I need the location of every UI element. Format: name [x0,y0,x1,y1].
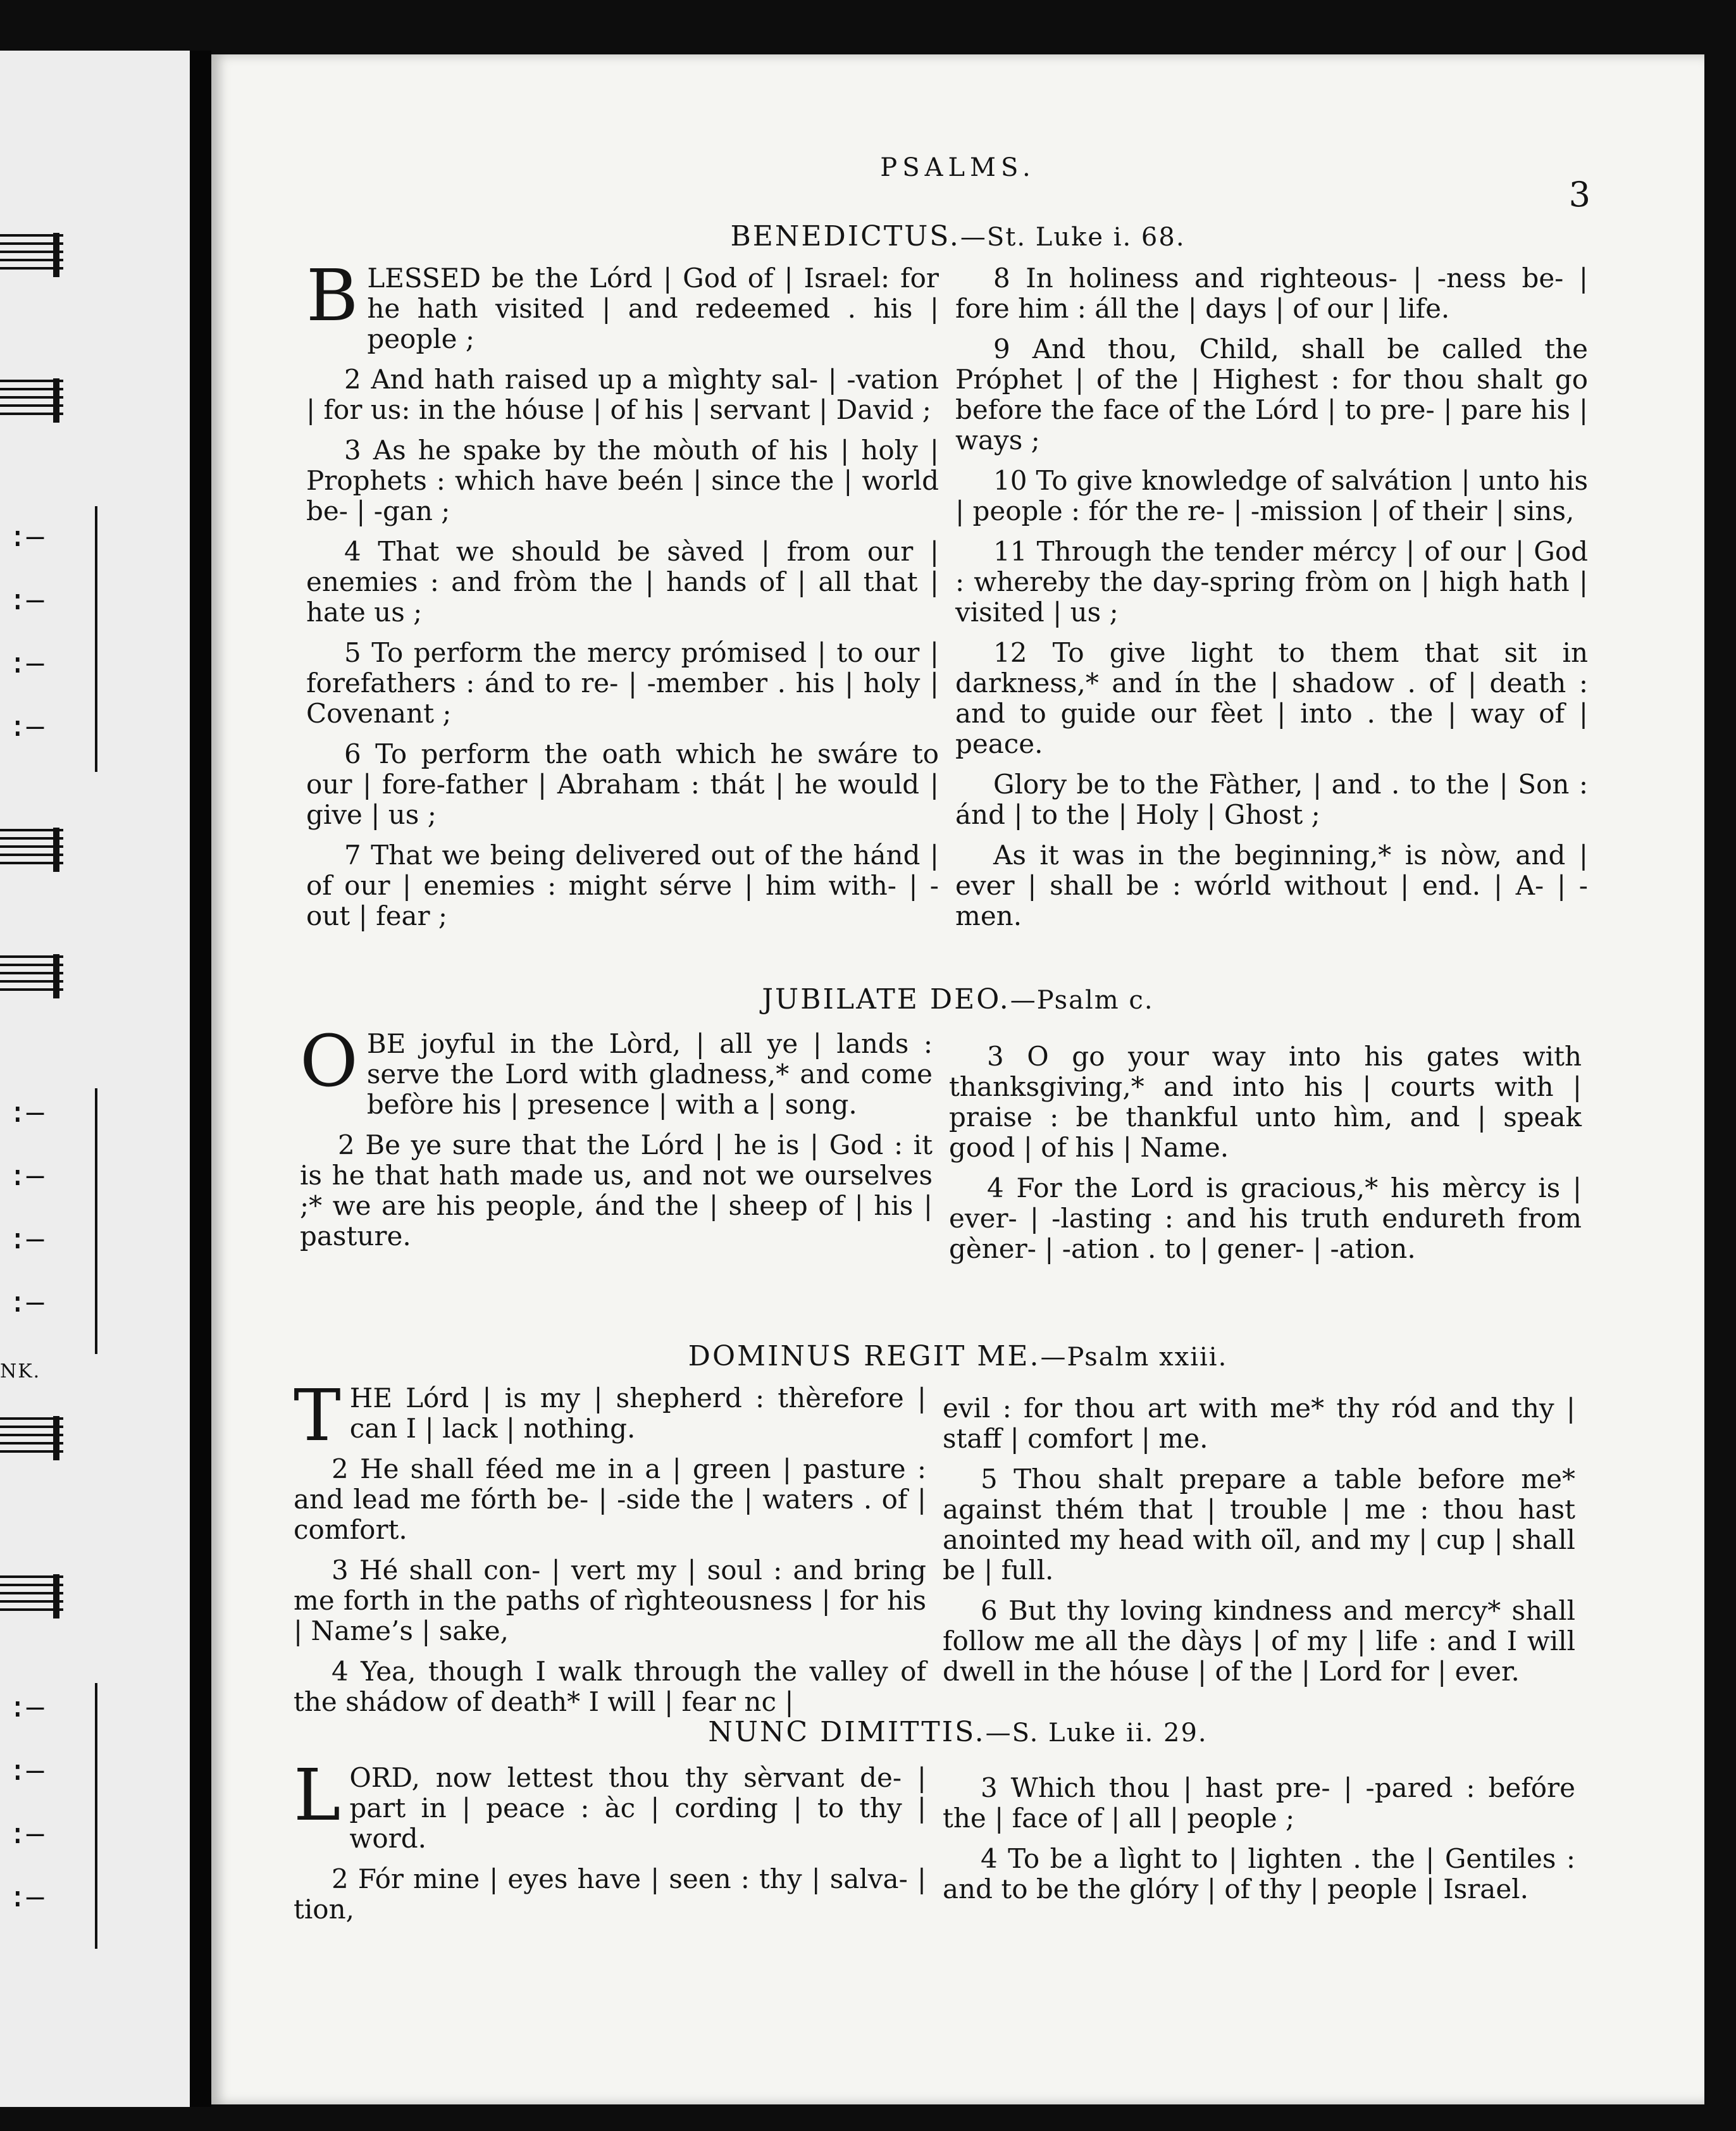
verse: 3 Hé shall con- | vert my | soul : and bring me forth in the paths of rìghteousness | for his | Name’s | sake, [294,1555,926,1646]
verse: 10 To give knowledge of salvátion | unto his | people : fór the re- | -mission | of their | sins, [955,465,1588,526]
chant-mark: :— [9,1879,44,1913]
verse: 7 That we being delivered out of the hánd | of our | enemies : might sérve | him with- | -out | fear ; [306,840,939,931]
section-title-text: NUNC DIMITTIS. [708,1716,986,1748]
nunc-dimittis-left-column [294,1755,926,1935]
section-title-jubilate [211,983,1704,1016]
verse: Glory be to the Fàther, | and . to the | Son : ánd | to the | Holy | Ghost ; [955,769,1588,830]
bar-line [53,954,59,998]
benedictus-right-column [955,263,1588,941]
verse: 9 And thou, Child, shall be called the Próphet | of the | Highest : for thou shalt go before the face of the Lórd | to pre- | pare his | ways ; [955,333,1588,456]
verse [294,1375,926,1457]
section-title-text: JUBILATE DEO. [762,983,1010,1016]
section-reference: —St. Luke i. 68. [960,223,1186,252]
verse-text: ORD, now lettest thou thy sèrvant de- | part in | peace : àc | cording | to thy | word. [349,1762,926,1854]
verse: 6 But thy loving kindness and mercy* shall follow me all the dàys | of my | life : and I will dwell in the hóuse | of the | Lord for | ever. [943,1595,1575,1687]
section-title-text: DOMINUS REGIT ME. [688,1340,1041,1372]
chant-mark: :— [9,519,44,553]
left-page-fragment [0,51,190,2107]
verse: 5 Thou shalt prepare a table before me* against thém that | trouble | me : thou hast anointed my head with oïl, and my | cup | shall be | full. [943,1463,1575,1586]
chant-mark: :— [9,645,44,680]
verse: 2 Fór mine | eyes have | seen : thy | salva- | tion, [294,1863,926,1925]
section-title-nunc-dimittis [211,1716,1704,1748]
jubilate-right-column [949,1041,1582,1274]
chant-mark: :— [9,1816,44,1850]
bar-line [53,1416,59,1460]
verse: 6 To perform the oath which he swáre to our | fore-father | Abraham : thát | he would | give | us ; [306,738,939,830]
verse: 2 Be ye sure that the Lórd | he is | God : it is he that hath made us, and not we ourselves ;* we are his people, ánd the | sheep of | his | pasture. [300,1129,933,1252]
verse: evil : for thou art with me* thy ród and thy | staff | comfort | me. [943,1393,1575,1454]
verse: 2 And hath raised up a mìghty sal- | -vation | for us: in the hóuse | of his | servant | David ; [306,364,939,425]
section-reference: —Psalm xxiii. [1040,1343,1228,1372]
chant-mark: :— [9,709,44,743]
chant-mark: :— [9,1221,44,1255]
bar-line [53,378,59,423]
verse-text: BE joyful in the Lòrd, | all ye | lands : serve the Lord with gladness,* and come befòre his | presence | with a | song. [366,1028,933,1120]
bar-line [53,1574,59,1618]
bar-line [53,233,59,277]
drop-cap: B [306,255,359,337]
verse: 4 For the Lord is gracious,* his mèrcy is | ever- | -lasting : and his truth endureth from gèner- | -ation . to | gener- | -ation. [949,1172,1582,1264]
jubilate-left-column [300,1021,933,1262]
verse: 4 To be a lìght to | lighten . the | Gentiles : and to be the glóry | of thy | people | Israel. [943,1843,1575,1904]
verse: 8 In holiness and righteous- | -ness be- | fore him : áll the | days | of our | life. [955,263,1588,324]
verse: 4 That we should be sàved | from our | enemies : and fròm the | hands of | all that | hate us ; [306,536,939,628]
drop-cap: O [300,1021,358,1103]
chant-mark: :— [9,1753,44,1787]
nunc-dimittis-right-column [943,1773,1575,1915]
page-number: 3 [1568,175,1590,214]
book-page [211,54,1704,2104]
drop-cap: T [294,1375,341,1457]
drop-cap: L [294,1755,341,1837]
section-title-dominus [211,1340,1704,1372]
bar-line [53,828,59,872]
verse: 11 Through the tender mércy | of our | God : whereby the day-spring fròm on | high hath | visited | us ; [955,536,1588,628]
verse [306,255,939,354]
chant-mark: :— [9,1689,44,1724]
chant-mark: :— [9,1095,44,1129]
verse: 4 Yea, though I walk through the valley of the shádow of death* I will | fear nc | [294,1656,926,1717]
section-reference: —Psalm c. [1010,986,1154,1015]
benedictus-left-column [306,255,939,941]
chant-mark: :— [9,1158,44,1192]
section-title-benedictus [211,220,1704,252]
section-reference: —S. Luke ii. 29. [985,1718,1208,1748]
dominus-right-column [943,1393,1575,1697]
verse: 2 He shall féed me in a | green | pasture : and lead me fórth be- | -side the | waters . of | comfort. [294,1453,926,1545]
verse: 3 Which thou | hast pre- | -pared : befóre the | face of | all | people ; [943,1772,1575,1834]
rule-line [95,506,97,772]
section-title-text: BENEDICTUS. [730,220,960,252]
rule-line [95,1088,97,1354]
verse: 5 To perform the mercy prómised | to our | forefathers : ánd to re- | -member . his | holy | Covenant ; [306,637,939,729]
chant-mark: :— [9,582,44,616]
verse: 3 O go your way into his gates with thanksgiving,* and into his | courts with | praise : be thankful unto hìm, and | speak good | of his | Name. [949,1041,1582,1163]
verse [294,1755,926,1854]
rule-line [95,1683,97,1949]
verse: As it was in the beginning,* is nòw, and | ever | shall be : wórld without | end. | A- | -men. [955,840,1588,931]
dominus-left-column [294,1375,926,1727]
verse-text: HE Lórd | is my | shepherd : thèrefore | can I | lack | nothing. [349,1382,926,1444]
verse: 12 To give light to them that sit in darkness,* and ín the | shadow . of | death : and to guide our fèet | into . the | way of | peace. [955,637,1588,759]
running-head: PSALMS. [880,153,1036,182]
chant-mark: :— [9,1284,44,1319]
verse-text: LESSED be the Lórd | God of | Israel: for he hath visited | and redeemed . his | people ; [367,263,939,354]
verse: 3 As he spake by the mòuth of his | holy | Prophets : which have beén | since the | world be- | -gan ; [306,435,939,526]
verse [300,1021,933,1120]
left-page-text: NK. [0,1360,41,1382]
book-binding [190,51,211,2107]
